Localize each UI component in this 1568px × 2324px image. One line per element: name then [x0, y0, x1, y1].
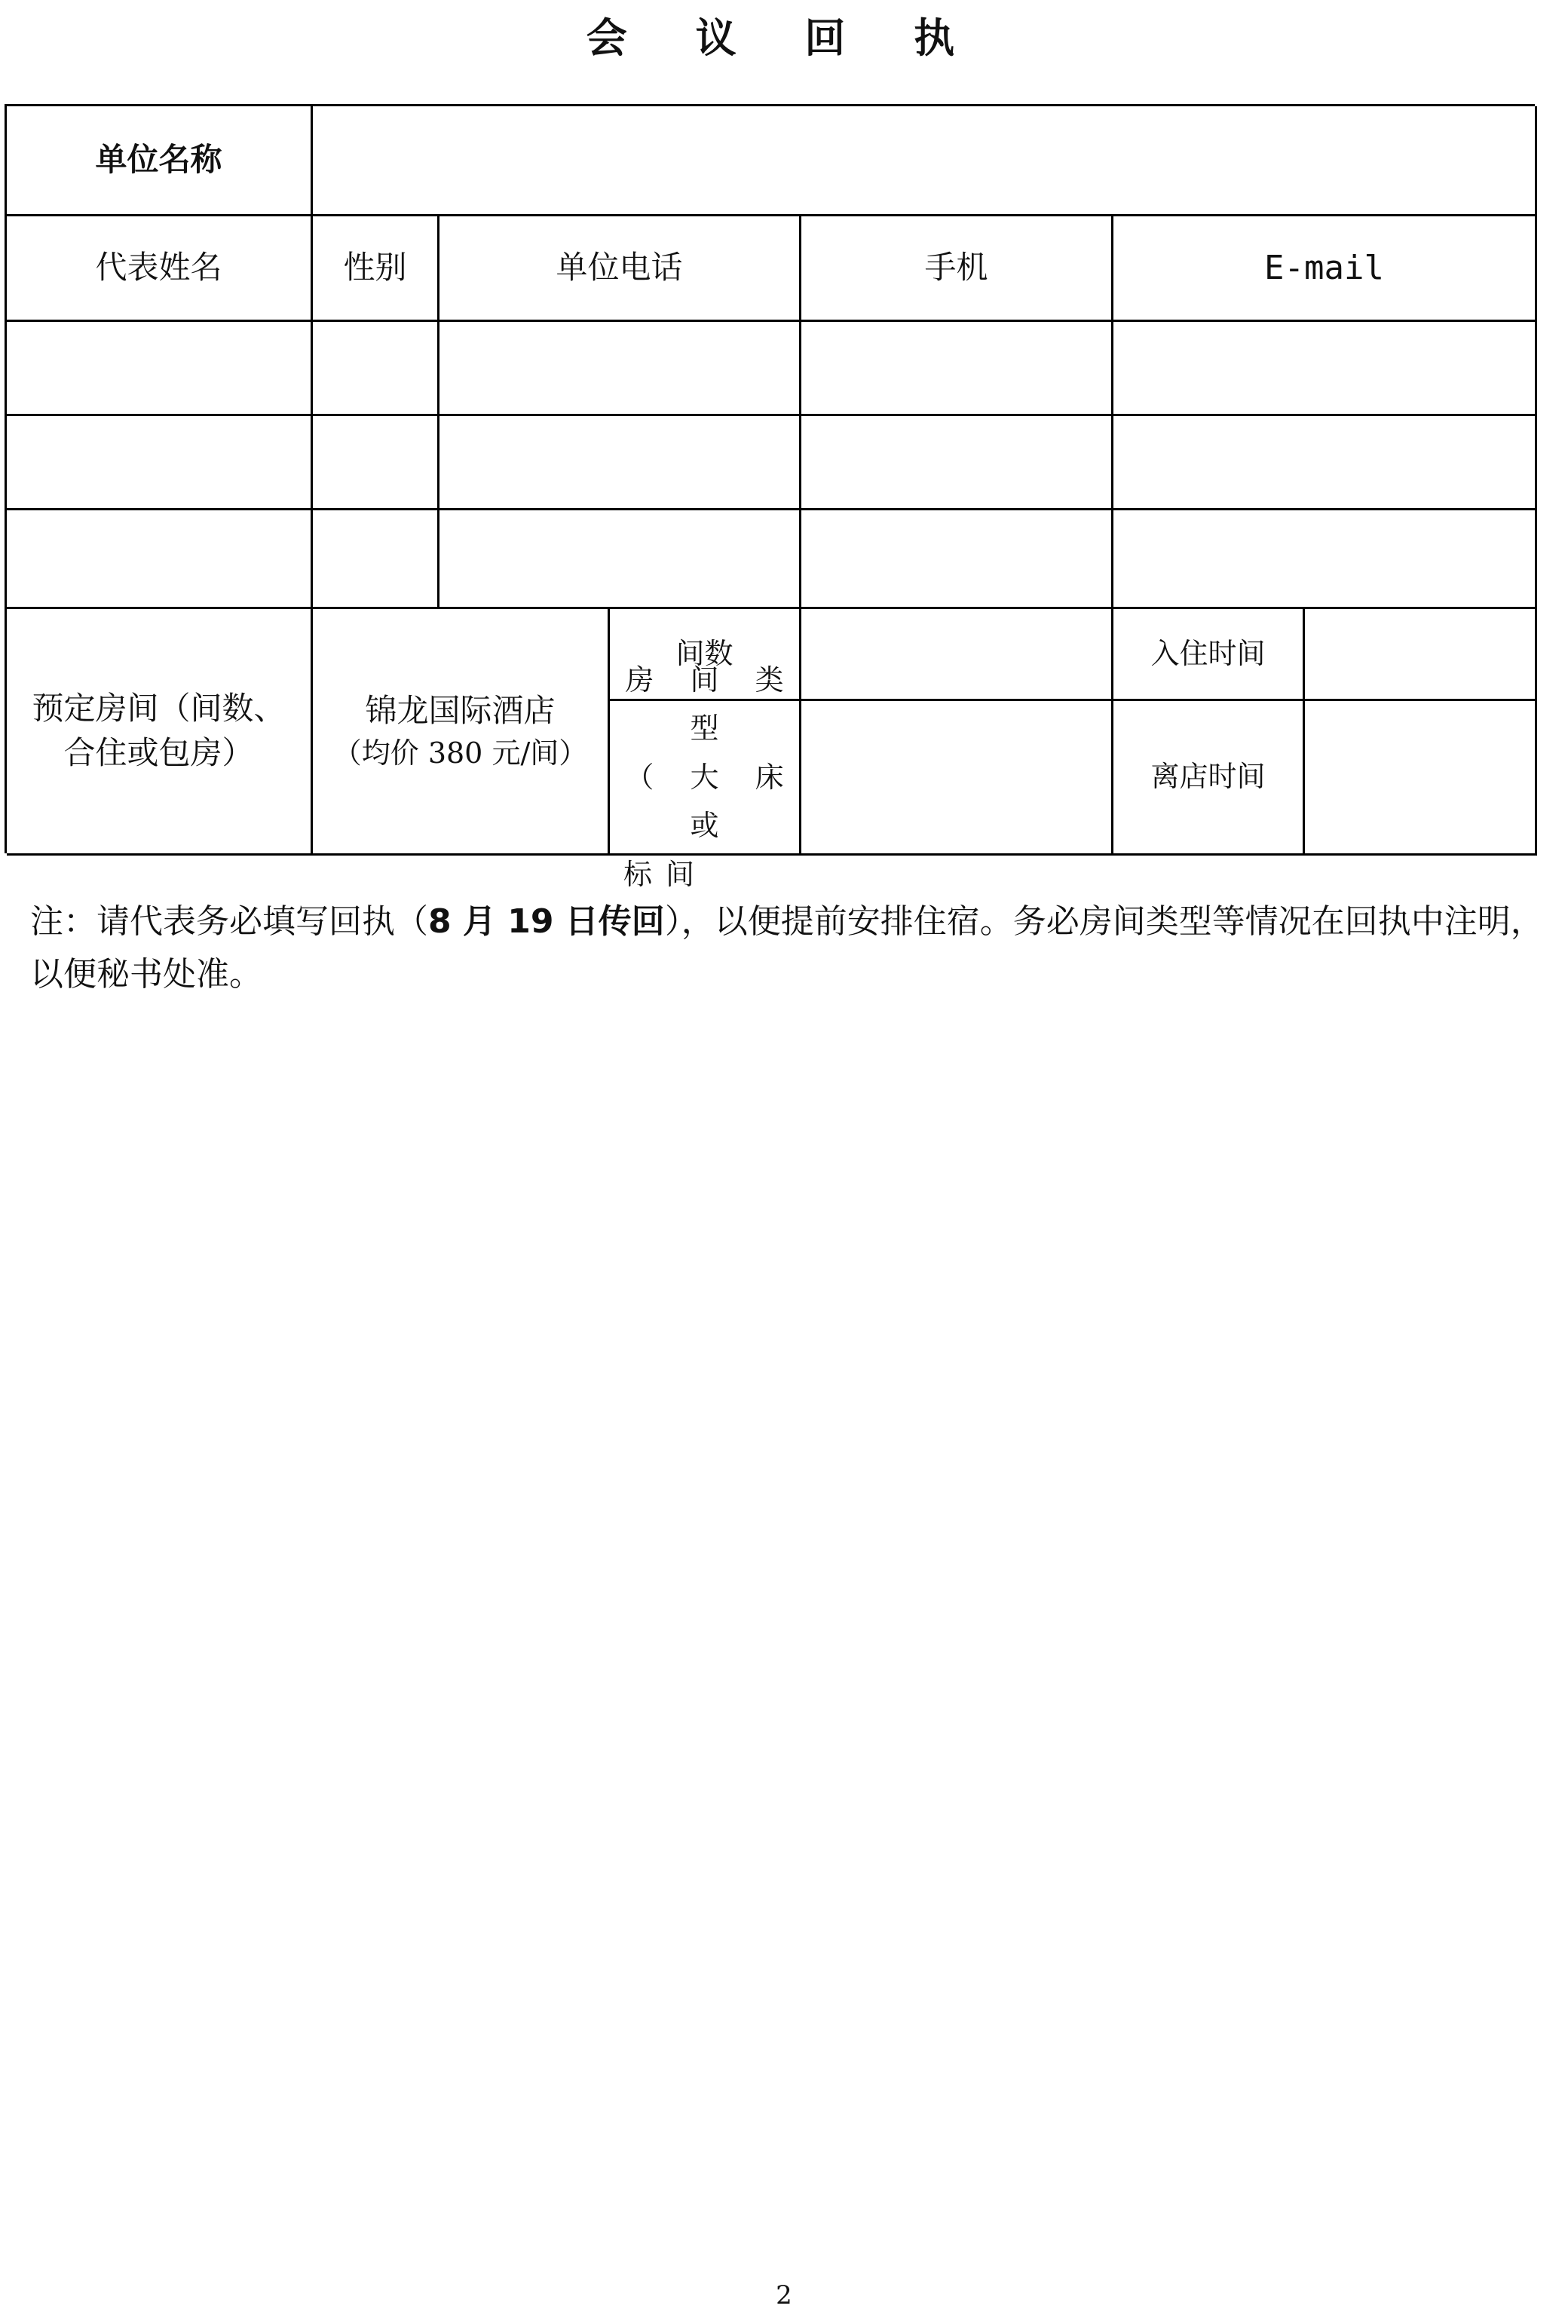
entry-gender-2[interactable]	[313, 416, 439, 510]
room-count-label: 间数	[610, 609, 801, 701]
entry-gender-3[interactable]	[313, 510, 439, 609]
reply-form-table	[5, 104, 1535, 891]
hotel-name: 锦龙国际酒店	[365, 692, 556, 729]
checkout-field[interactable]	[1305, 701, 1537, 856]
room-type-label	[610, 663, 801, 891]
booking-label-line1: 预定房间（间数、	[32, 690, 286, 727]
unit-name-label: 单位名称	[7, 106, 313, 216]
entry-mobile-1[interactable]	[801, 322, 1113, 416]
entry-name-3[interactable]	[7, 510, 313, 609]
booking-label	[7, 609, 313, 856]
header-gender: 性别	[313, 216, 439, 322]
room-type-field[interactable]	[801, 701, 1113, 856]
entry-office-phone-1[interactable]	[439, 322, 801, 416]
room-type-line2: （ 大 床 或	[625, 760, 798, 843]
checkin-label: 入住时间	[1113, 609, 1305, 701]
page-number: 2	[776, 2280, 792, 2310]
entry-gender-1[interactable]	[313, 322, 439, 416]
checkin-field[interactable]	[1305, 609, 1537, 701]
header-office-phone: 单位电话	[439, 216, 801, 322]
entry-office-phone-2[interactable]	[439, 416, 801, 510]
entry-office-phone-3[interactable]	[439, 510, 801, 609]
document-title: 会 议 回 执	[586, 14, 982, 62]
booking-label-line2: 合住或包房）	[63, 734, 254, 771]
room-type-line3: 标间	[623, 857, 709, 891]
entry-name-1[interactable]	[7, 322, 313, 416]
header-email: E-mail	[1113, 216, 1537, 322]
entry-mobile-3[interactable]	[801, 510, 1113, 609]
note-prefix: 注：请代表务必填写回执（	[30, 902, 428, 941]
unit-name-field[interactable]	[313, 106, 1537, 216]
hotel-price: （均价 380 元/间）	[332, 736, 588, 770]
header-mobile: 手机	[801, 216, 1113, 322]
entry-email-1[interactable]	[1113, 322, 1537, 416]
entry-email-3[interactable]	[1113, 510, 1537, 609]
room-count-field[interactable]	[801, 609, 1113, 701]
entry-mobile-2[interactable]	[801, 416, 1113, 510]
hotel-info	[313, 609, 610, 856]
checkout-label: 离店时间	[1113, 701, 1305, 856]
entry-name-2[interactable]	[7, 416, 313, 510]
entry-email-2[interactable]	[1113, 416, 1537, 510]
room-type-line1: 房 间 类 型	[625, 663, 798, 746]
note-suffix: ），以便提前安排住宿。务必房间类型等情况在回执中注明，以便秘书处准。	[30, 902, 1544, 994]
note-deadline: 8 月 19 日传回	[428, 902, 665, 941]
footnote	[30, 896, 1545, 1001]
header-name: 代表姓名	[7, 216, 313, 322]
